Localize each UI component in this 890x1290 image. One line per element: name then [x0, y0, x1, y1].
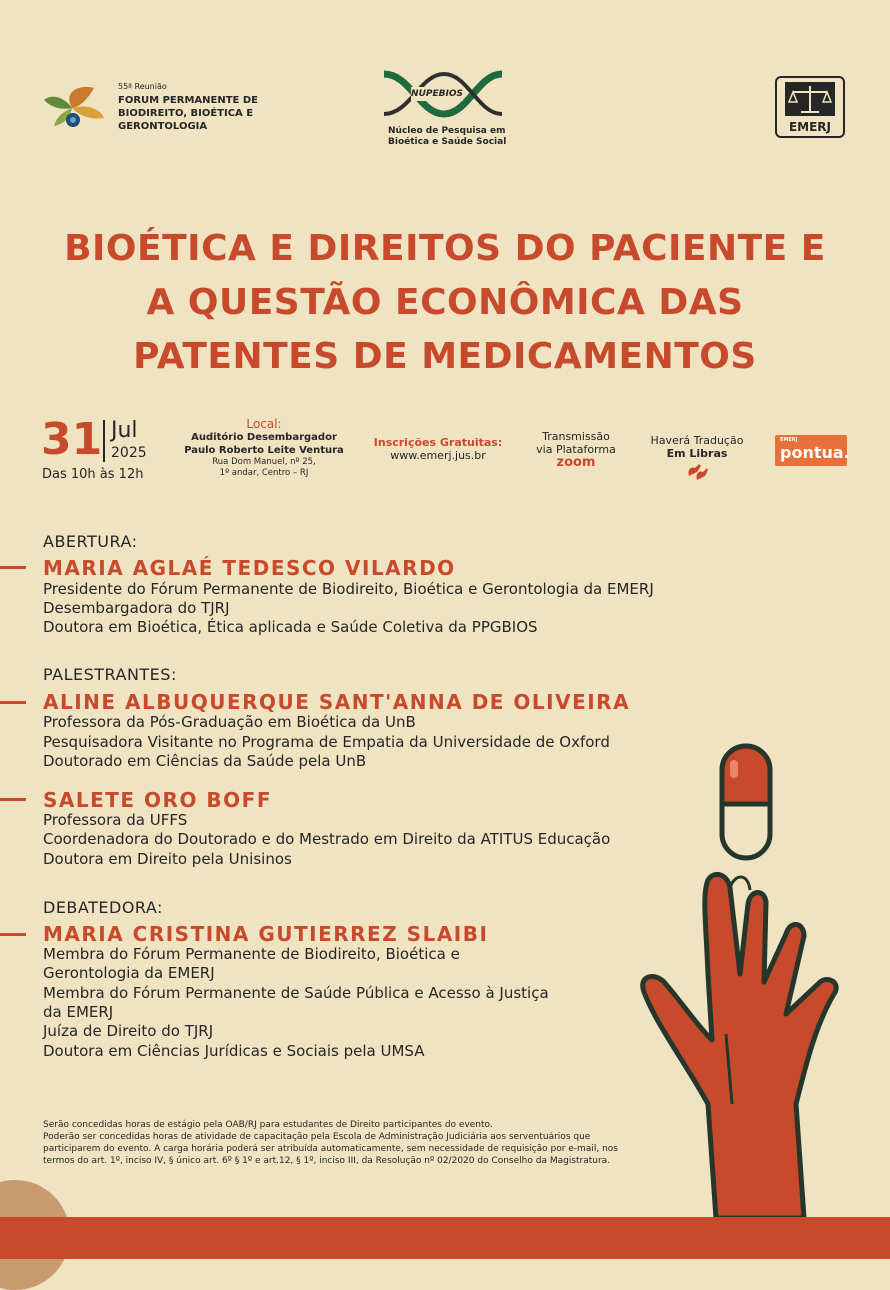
libras-line: Haverá Tradução [650, 434, 744, 447]
inscricoes-url[interactable]: www.emerj.jus.br [390, 449, 486, 462]
event-title [0, 222, 890, 384]
libras [644, 434, 750, 482]
event-day: 31 [41, 414, 103, 465]
title-line: BIOÉTICA E DIREITOS DO PACIENTE E [64, 228, 826, 269]
title-line: PATENTES DE MEDICAMENTOS [133, 336, 757, 377]
speaker-info: Professora da Pós-Graduação em Bioética da UnB [43, 713, 416, 731]
pontua-label: pontua. [780, 443, 850, 462]
pill-capsule-icon [716, 742, 776, 862]
forum-meeting: 55ª Reunião [118, 82, 167, 91]
transmissao-line: via Plataforma [536, 443, 616, 456]
speaker-dash [0, 701, 26, 704]
speaker-name: MARIA AGLAÉ TEDESCO VILARDO [43, 556, 456, 580]
event-year: 2025 [111, 445, 147, 461]
speaker-name: ALINE ALBUQUERQUE SANT'ANNA DE OLIVEIRA [43, 690, 631, 714]
speaker-info: Doutora em Bioética, Ética aplicada e Saúde Coletiva da PPGBIOS [43, 618, 538, 636]
speaker-info: Doutorado em Ciências da Saúde pela UnB [43, 752, 367, 770]
pontua-small: EMERJ [780, 437, 798, 443]
speaker-info: Membra do Fórum Permanente de Biodireito, Bioética e [43, 945, 460, 963]
pontua-badge [775, 435, 850, 466]
date-divider [103, 420, 105, 462]
event-venue [174, 418, 354, 479]
speaker-dash [0, 566, 26, 569]
leaf-logo-icon [42, 82, 106, 134]
footer-note: Poderão ser concedidas horas de atividade de capacitação pela Escola de Administração Judiciária aos serventuários que [43, 1132, 591, 1142]
venue-line: Paulo Roberto Leite Ventura [184, 445, 344, 456]
speaker-name: SALETE ORO BOFF [43, 788, 272, 812]
speaker-info: Doutora em Direito pela Unisinos [43, 850, 292, 868]
address-line: 1º andar, Centro – RJ [219, 468, 309, 478]
palestrantes-label: PALESTRANTES: [43, 665, 177, 684]
speaker-info: Presidente do Fórum Permanente de Biodireito, Bioética e Gerontologia da EMERJ [43, 580, 654, 598]
speaker-info: Juíza de Direito do TJRJ [43, 1022, 214, 1040]
speaker-info: Membra do Fórum Permanente de Saúde Pública e Acesso à Justiça [43, 984, 549, 1002]
speaker-dash [0, 933, 26, 936]
footer-bar [0, 1217, 890, 1259]
local-label: Local: [246, 417, 282, 431]
speaker-info: Desembargadora do TJRJ [43, 599, 230, 617]
nupebios-name: NUPEBIOS [411, 89, 463, 99]
forum-name-line: FORUM PERMANENTE DE [118, 95, 258, 106]
emerj-scales-icon [785, 82, 835, 116]
footer-note: Serão concedidas horas de estágio pela OAB/RJ para estudantes de Direito participantes do evento. [43, 1120, 493, 1130]
transmissao-line: Transmissão [542, 430, 610, 443]
nupebios-subtitle: Bioética e Saúde Social [388, 137, 507, 147]
address-line: Rua Dom Manuel, nº 25, [212, 457, 316, 467]
footer-note: termos do art. 1º, inciso IV, § único art. 6º § 1º e art.12, § 1º, inciso III, da Resolução nº 02/2020 do Conselho da Magistratura. [43, 1156, 611, 1166]
emerj-name: EMERJ [788, 120, 832, 134]
venue-line: Auditório Desembargador [191, 432, 337, 443]
inscricoes [370, 436, 506, 462]
speaker-info: Pesquisadora Visitante no Programa de Empatia da Universidade de Oxford [43, 733, 610, 751]
speaker-info: Coordenadora do Doutorado e do Mestrado em Direito da ATITUS Educação [43, 830, 611, 848]
forum-name-line: GERONTOLOGIA [118, 121, 208, 132]
speaker-info: Professora da UFFS [43, 811, 188, 829]
nupebios-subtitle: Núcleo de Pesquisa em [388, 126, 506, 136]
raised-hand-icon [636, 864, 890, 1218]
inscricoes-label: Inscrições Gratuitas: [373, 436, 503, 449]
event-month: Jul [111, 418, 138, 443]
speaker-info: Doutora em Ciências Jurídicas e Sociais pela UMSA [43, 1042, 425, 1060]
speaker-dash [0, 798, 26, 801]
abertura-label: ABERTURA: [43, 532, 138, 551]
title-line: A QUESTÃO ECONÔMICA DAS [146, 282, 744, 323]
speaker-name: MARIA CRISTINA GUTIERREZ SLAIBI [43, 922, 489, 946]
sign-language-hands-icon [685, 462, 709, 482]
forum-name-line: BIODIREITO, BIOÉTICA E [118, 108, 254, 119]
speaker-info: Gerontologia da EMERJ [43, 964, 215, 982]
transmissao [526, 430, 626, 469]
emerj-logo [775, 76, 845, 138]
debatedora-label: DEBATEDORA: [43, 898, 163, 917]
libras-line: Em Libras [666, 447, 728, 460]
event-time: Das 10h às 12h [42, 467, 144, 482]
footer-note: participarem do evento. A carga horária poderá ser atribuída automaticamente, sem necessidade de requisição por e-mail, nos [43, 1144, 618, 1154]
speaker-info: da EMERJ [43, 1003, 114, 1021]
zoom-label: zoom [556, 455, 596, 470]
